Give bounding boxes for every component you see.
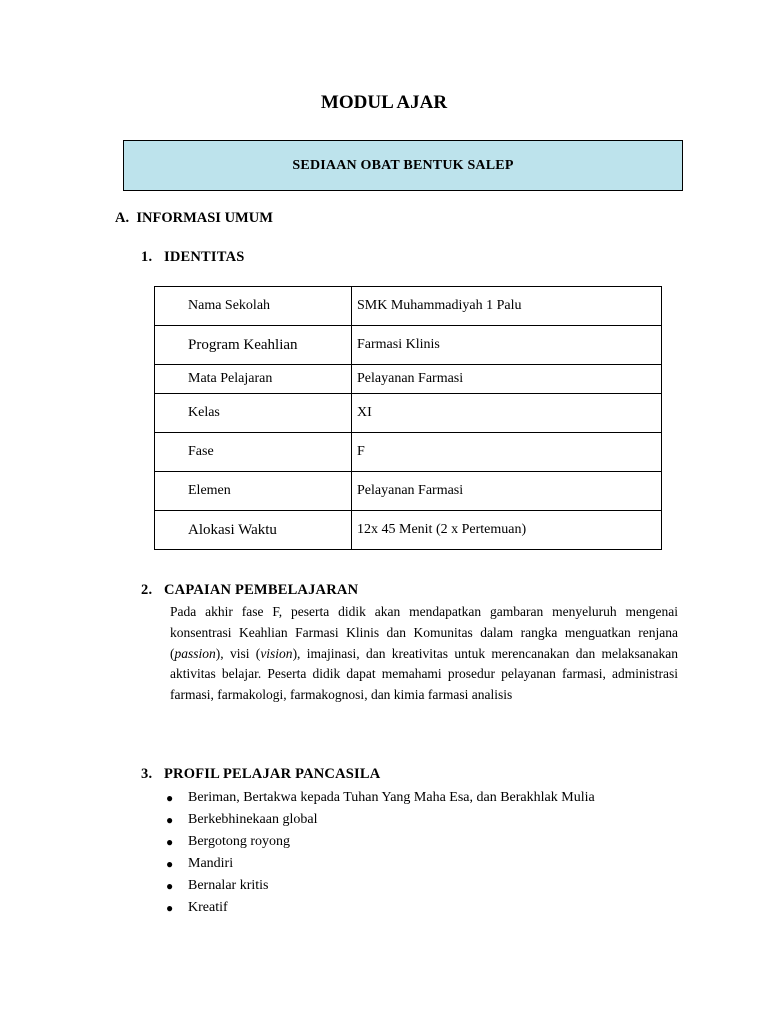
table-row: [155, 287, 662, 326]
table-key-cell: Program Keahlian: [155, 326, 352, 365]
table-row: [155, 326, 662, 365]
paragraph-emphasis: vision: [260, 645, 293, 661]
bullet-icon: ●: [166, 813, 174, 827]
list-item: [162, 875, 595, 897]
list-item-text: Bernalar kritis: [188, 878, 269, 893]
table-value-cell: Pelayanan Farmasi: [352, 472, 662, 511]
module-topic-text: SEDIAAN OBAT BENTUK SALEP: [292, 157, 514, 173]
paragraph-emphasis: passion: [174, 645, 216, 661]
subheading-number: 1.: [141, 249, 153, 265]
bullet-icon: ●: [166, 879, 174, 893]
table-value-cell: Farmasi Klinis: [352, 326, 662, 365]
list-item: [162, 897, 595, 919]
subheading-number: 3.: [141, 766, 153, 782]
table-value-cell: Pelayanan Farmasi: [352, 365, 662, 394]
subheading-number: 2.: [141, 582, 153, 598]
section-heading-informasi-umum: [115, 210, 273, 227]
profil-list: [162, 787, 595, 919]
bullet-icon: ●: [166, 901, 174, 915]
subheading-identitas: [141, 249, 245, 266]
table-row: [155, 365, 662, 394]
section-label: INFORMASI UMUM: [136, 210, 273, 226]
table-key-cell: Alokasi Waktu: [155, 511, 352, 550]
list-item: [162, 831, 595, 853]
list-item-text: Beriman, Bertakwa kepada Tuhan Yang Maha Esa, dan Berakhlak Mulia: [188, 790, 595, 805]
table-value-cell: XI: [352, 394, 662, 433]
bullet-icon: ●: [166, 835, 174, 849]
module-topic-banner: [123, 140, 683, 191]
subheading-label: CAPAIAN PEMBELAJARAN: [164, 582, 359, 598]
table-key-cell: Nama Sekolah: [155, 287, 352, 326]
table-row: [155, 472, 662, 511]
list-item-text: Bergotong royong: [188, 834, 291, 849]
document-title: MODUL AJAR: [320, 92, 448, 113]
paragraph-text: ), imajinasi, dan kreativitas untuk merencanakan dan melaksanakan aktivitas belajar. Peserta didik dapat memahami prosedur pelayanan farmasi, administrasi farmasi, farmakologi, farmakognosi, dan kimia farmasi analisis: [170, 645, 678, 703]
capaian-paragraph: [170, 602, 678, 706]
table-row: [155, 394, 662, 433]
paragraph-text: ), visi (: [215, 645, 261, 661]
table-key-cell: Fase: [155, 433, 352, 472]
table-key-cell: Kelas: [155, 394, 352, 433]
table-value-cell: F: [352, 433, 662, 472]
list-item-text: Berkebhinekaan global: [188, 812, 318, 827]
subheading-label: PROFIL PELAJAR PANCASILA: [164, 766, 381, 782]
list-item: [162, 853, 595, 875]
bullet-icon: ●: [166, 791, 174, 805]
bullet-icon: ●: [166, 857, 174, 871]
subheading-capaian-pembelajaran: [141, 582, 358, 599]
table-value-cell: SMK Muhammadiyah 1 Palu: [352, 287, 662, 326]
list-item: [162, 787, 595, 809]
subheading-label: IDENTITAS: [164, 249, 245, 265]
subheading-profil-pelajar-pancasila: [141, 766, 380, 783]
table-row: [155, 433, 662, 472]
list-item-text: Mandiri: [188, 856, 234, 871]
list-item: [162, 809, 595, 831]
table-value-cell: 12x 45 Menit (2 x Pertemuan): [352, 511, 662, 550]
identitas-table: [154, 286, 662, 550]
section-letter: A.: [115, 210, 130, 226]
list-item-text: Kreatif: [188, 900, 228, 915]
table-key-cell: Elemen: [155, 472, 352, 511]
table-key-cell: Mata Pelajaran: [155, 365, 352, 394]
table-row: [155, 511, 662, 550]
paragraph-text: Pada akhir fase F, peserta didik akan mendapatkan gambaran menyeluruh mengenai konsentrasi Keahlian Farmasi Klinis dan Komunitas dalam rangka menguatkan renjana (: [170, 604, 678, 661]
